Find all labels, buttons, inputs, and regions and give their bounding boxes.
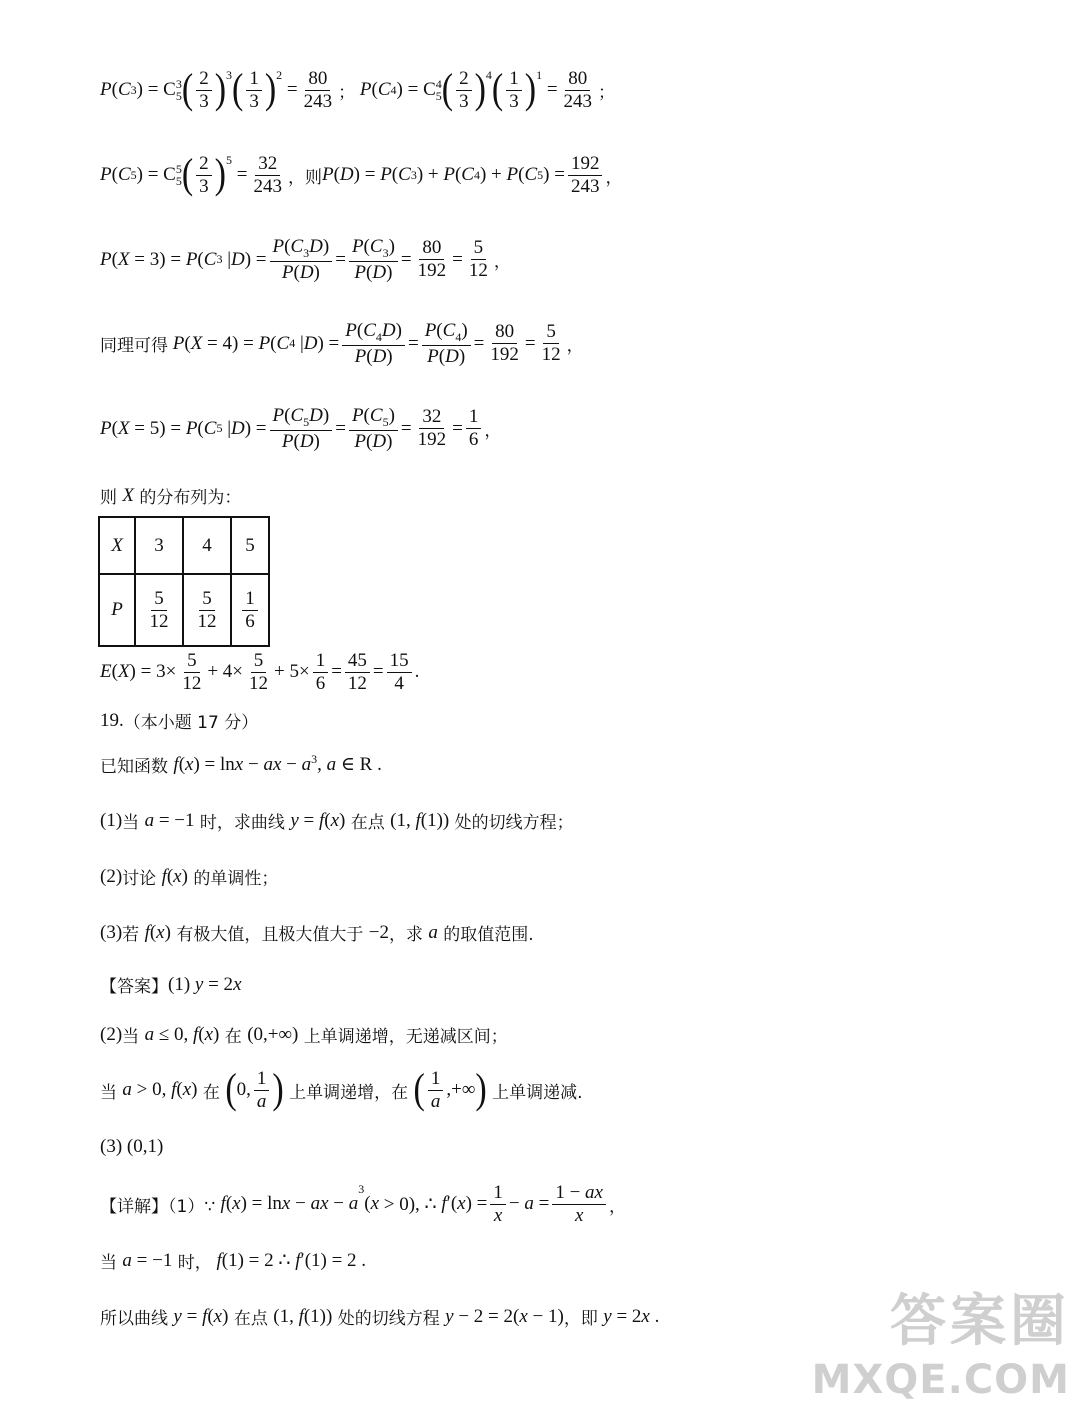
formula-line-4: 同理可得 P ( X = 4) = P ( C 4 | D ) = $\frac{P(C_4D)}{P(D)}$ = $\frac{P(C_4)}{P(D)}$ = $\frac{80}{192}$ = $\frac{5}{12}$ ， (100, 320, 584, 367)
table-header-cell: X (99, 517, 135, 574)
answer-part-1: 【答案】 (1) y = 2 x (100, 973, 242, 997)
watermark-text: 答案圈 (890, 1289, 1070, 1354)
table-cell: $\frac{1}{6}$ (231, 574, 269, 646)
formula-line-1: P ( C 3 ) = C 3 5 ( $\frac{2}{3}$ ) $^3$ ( $\frac{1}{3}$ ) $^2$ = $\frac{80}{243}$ ； P ( C 4 ) = C 4 5 ( $\frac{2}{3}$ ) $^4$ ( $\frac{1}{3}$ ) $^1$ = $\frac{80}{243}$ ； (100, 66, 616, 113)
table-header-cell: 4 (183, 517, 231, 574)
formula-line-2: P ( C 5 ) = C 5 5 ( $\frac{2}{3}$ ) $^5$ = $\frac{32}{243}$ ，则 P ( D ) = P ( C 3 ) + P ( C 4 ) + P ( C 5 ) = $\frac{192}{243}$ ， (100, 151, 623, 198)
solution-line-2: 当 a = −1 时， f (1) = 2 ∴ f ′(1) = 2 . (100, 1249, 367, 1273)
table-row (99, 574, 269, 646)
question-part-3: (3) 若 f ( x ) 有极大值，且极大值大于 −2 ，求 a 的取值范围. (100, 921, 534, 945)
distribution-table (98, 516, 270, 647)
answer-part-3: (3) (0,1) (100, 1136, 164, 1157)
table-header-cell: 5 (231, 517, 269, 574)
formula-line-3: P ( X = 3) = P ( C 3 | D ) = $\frac{P(C_3D)}{P(D)}$ = $\frac{P(C_3)}{P(D)}$ = $\frac{80}{192}$ = $\frac{5}{12}$ ， (100, 236, 511, 283)
answer-part-2b: 当 a > 0, f ( x ) 在 ( 0, $\frac{1}{a}$ ) 上单调递增，在 ( $\frac{1}{a}$ ,+∞ ) 上单调递减. (100, 1066, 583, 1113)
table-row-label: P (99, 574, 135, 646)
expectation-line: E ( X ) = 3× $\frac{5}{12}$ + 4× $\frac{5}{12}$ + 5× $\frac{1}{6}$ = $\frac{45}{12}$ = $\frac{15}{4}$ . (100, 650, 420, 694)
watermark-url: MXQE.COM (811, 1357, 1070, 1403)
solution-line-1: 【详解】（1）∵ f ( x ) = ln x − ax − a $^3$ ( x > 0), ∴ f ′( x ) = $\frac{1}{x}$ − a = $\frac{1 - ax}{x}$ ， (100, 1182, 626, 1226)
watermark-logo (812, 1277, 1070, 1403)
table-row (99, 517, 269, 574)
question-number: 19. （本小题 17 分） (100, 709, 259, 733)
answer-part-2a: (2) 当 a ≤ 0, f ( x ) 在 (0,+∞) 上单调递增，无递减区间； (100, 1023, 508, 1047)
solution-line-3: 所以曲线 y = f ( x ) 在点 (1, f (1)) 处的切线方程 y − 2 = 2( x − 1) ，即 y = 2 x . (100, 1305, 660, 1329)
question-part-1: (1) 当 a = −1 时，求曲线 y = f ( x ) 在点 (1, f (1)) 处的切线方程； (100, 809, 574, 833)
question-stem: 已知函数 f ( x ) = ln x − ax − a $^3$ , a ∈ R . (100, 752, 382, 777)
table-cell: $\frac{5}{12}$ (135, 574, 183, 646)
table-cell: $\frac{5}{12}$ (183, 574, 231, 646)
question-part-2: (2) 讨论 f ( x ) 的单调性； (100, 865, 279, 889)
formula-line-5: P ( X = 5) = P ( C 5 | D ) = $\frac{P(C_5D)}{P(D)}$ = $\frac{P(C_5)}{P(D)}$ = $\frac{32}{192}$ = $\frac{1}{6}$ ， (100, 405, 502, 452)
table-header-cell: 3 (135, 517, 183, 574)
distribution-intro: 则 X 的分布列为： (100, 484, 242, 508)
